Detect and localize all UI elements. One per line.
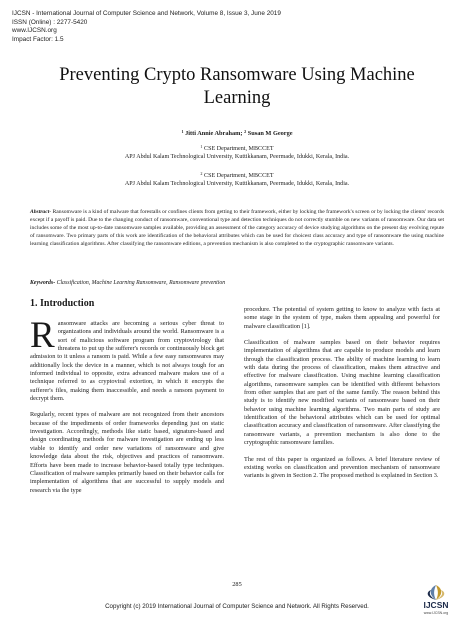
paragraph: The rest of this paper is organized as follows. A brief literature review of existing works on classification and prevention mechanism of ransomware variants is given in Section 2. The proposed method is explained in Section 3. bbox=[244, 455, 440, 480]
author-superscript: 2 bbox=[244, 129, 247, 134]
affiliation-superscript: 1 bbox=[200, 144, 203, 149]
affiliation-institution: APJ Abdul Kalam Technological University, Kuttikkanam, Peermade, Idukki, Kerala, India. bbox=[124, 181, 350, 188]
journal-logo bbox=[414, 584, 458, 620]
section-heading: 1. Introduction bbox=[30, 298, 95, 309]
abstract bbox=[30, 209, 444, 249]
copyright-footer: Copyright (c) 2019 International Journal of Computer Science and Network. All Rights Reserved. bbox=[105, 603, 369, 610]
paragraph-text: ansomware attacks are becoming a serious cyber threat to organizations and individuals around the world. Ransomware is a sort of malicious software program from cryptovirology that threatens to put up the sufferer's records or continuously block get admission to it unless a ransom is paid. While a few easy ransomwares may additionally lock the device in a manner, which is not always tough for an informed individual to opposite, extra advanced malware makes use of a technique referred to as cryptoviral extortion, in which it encrypts the sufferer's files, making them inaccessible, and needs a ransom payment to decrypt them. bbox=[30, 320, 224, 403]
paragraph bbox=[30, 315, 224, 403]
affiliation-1 bbox=[0, 143, 474, 162]
logo-text: IJCSN bbox=[423, 600, 449, 610]
paper-title-line: Learning bbox=[203, 88, 271, 108]
author-name: Susan M George bbox=[246, 130, 293, 137]
page-number: 285 bbox=[232, 581, 242, 588]
journal-header-line: IJCSN - International Journal of Computer Science and Network, Volume 8, Issue 3, June 2019 bbox=[12, 10, 281, 17]
journal-header-line: Impact Factor: 1.5 bbox=[12, 35, 64, 43]
keywords-label: Keywords- bbox=[30, 280, 56, 286]
affiliation-2 bbox=[0, 170, 474, 189]
paragraph: Classification of malware samples based on their behavior requires implementation of algorithms that are capable to produce models and learn through the classification process. The ability of machine learning to learn with data during the process of classification, makes them attractive and effective for malware classification. Using machine learning classification algorithms, ransomware samples can be identified with different behaviors from other samples that are part of the same family. The reason behind this study is to identify new modified variants of ransomware based on their behavior using machine learning algorithms. Two main parts of study are identification of the behavioral attributes which can be used for optimal classification accuracy and classification of ransomware. After classifying the ransomware variants, a prevention mechanism is also done to the cryptographic ransomware families. bbox=[244, 339, 440, 447]
affiliation-superscript: 2 bbox=[200, 171, 203, 176]
journal-header-line: ISSN (Online) : 2277-5420 bbox=[12, 18, 88, 26]
keywords bbox=[30, 280, 444, 286]
journal-website-link[interactable]: www.IJCSN.org bbox=[12, 27, 57, 35]
paragraph: Regularly, recent types of malware are not recognized from their ancestors because of the impediments of order frameworks depending just on static investigation. Accordingly, methods like static based, signature-based and design coordinating methods for malware investigation are ending up less viable to identify and order new variations of ransomware and give knowledge data about the risk, objectives and practices of ransomware. Efforts have been made to increase behavior-based totally type techniques. Classification of malware samples primarily based on their behavior calls for implementation of algorithms that are successful to supply models and research via the type bbox=[30, 411, 224, 494]
affiliation-institution: APJ Abdul Kalam Technological University, Kuttikkanam, Peermade, Idukki, Kerala, India. bbox=[124, 154, 350, 161]
author-name: Jitti Annie Abraham; bbox=[183, 130, 245, 137]
drop-cap: R bbox=[30, 315, 55, 356]
affiliation-department: CSE Department, MBCCET bbox=[202, 146, 274, 152]
paper-title-line: Preventing Crypto Ransomware Using Machine bbox=[59, 65, 415, 85]
affiliation-department: CSE Department, MBCCET bbox=[202, 173, 274, 179]
author-superscript: 1 bbox=[181, 129, 184, 134]
abstract-label: Abstract bbox=[30, 209, 50, 215]
logo-url: www.IJCSN.org bbox=[423, 611, 449, 615]
journal-header bbox=[12, 10, 281, 44]
paragraph: procedure. The potential of system getting to know to analyze with facts at some stage in the system of type, makes them appealing and powerful for malware classification [1]. bbox=[244, 306, 440, 330]
left-column bbox=[30, 315, 224, 503]
paper-title bbox=[0, 64, 474, 110]
author-list bbox=[0, 129, 474, 137]
keywords-text: Classification, Machine Learning Ransomware, Ransomware prevention bbox=[55, 280, 226, 286]
abstract-text: - Ransomware is a kind of malware that forestalls or confines clients from getting to their framework, either by locking the framework's screen or by locking the clients' records except if a payoff is paid. Due to the changing conduct of ransomware, conventional type and detection techniques do not correctly stumble on new variants of ransomware. Our data set includes some of the most up-to-date ransomware samples available, providing an assessment of the category accuracy of device studying algorithms on the present day evolving repute of ransomware. Two primary parts of this work are identification of the behavioral attributes which can be used for choicest class accuracy and type of ransomware the using machine learning classification algorithms. After classifying the ransomware editions, a prevention mechanism is also completed to the cryptographic ransomware variants. bbox=[30, 209, 445, 247]
right-column bbox=[244, 306, 440, 489]
